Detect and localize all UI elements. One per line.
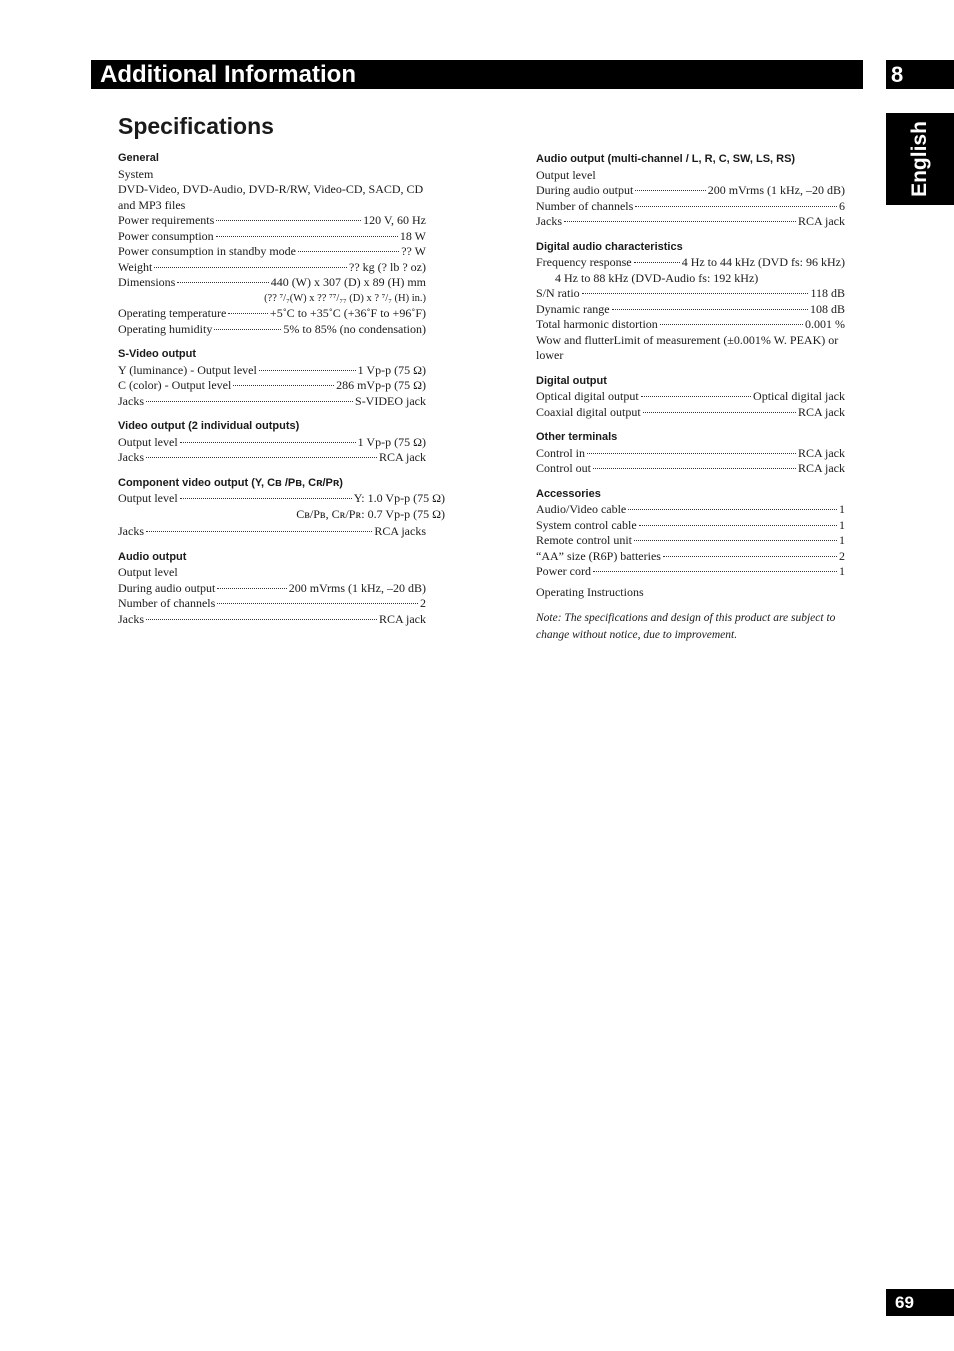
leader-dots [146, 531, 372, 532]
spec-value: 6 [839, 198, 845, 213]
chapter-number: 8 [886, 60, 954, 89]
spec-note: Note: The specifications and design of this product are subject to change without notice, due to improvement. [536, 612, 836, 641]
spec-row [536, 533, 845, 549]
spec-row [536, 255, 845, 271]
leader-dots [587, 453, 796, 454]
spec-label: Output level [118, 434, 178, 449]
leader-dots [612, 309, 808, 310]
spec-row [536, 549, 845, 565]
audio-section [118, 550, 426, 628]
spec-value: RCA jack [798, 445, 845, 460]
spec-value: ?? kg (? lb ? oz) [349, 259, 426, 274]
spec-row [118, 260, 426, 276]
other-terminals-section [536, 430, 845, 477]
leader-dots [639, 525, 837, 526]
leader-dots [259, 370, 356, 371]
section-title: Component video output (Y, Cʙ /Pʙ, Cʀ/Pʀ) [118, 476, 343, 489]
system-label: System [118, 166, 154, 181]
section-header: Additional Information [91, 60, 863, 89]
spec-row [118, 435, 426, 451]
digital-audio-section [536, 240, 845, 364]
page-number: 69 [886, 1289, 954, 1316]
spec-label: Operating humidity [118, 321, 213, 336]
leader-dots [634, 540, 837, 541]
leader-dots [146, 619, 377, 620]
spec-row [118, 306, 426, 322]
spec-row [536, 183, 845, 199]
spec-value: Optical digital jack [753, 389, 845, 403]
spec-row [118, 491, 445, 507]
accessories-section [536, 487, 845, 601]
spec-label: Weight [118, 259, 153, 274]
spec-label: Power consumption [118, 228, 214, 243]
wow-flutter-cont: lower [536, 348, 564, 362]
spec-row [536, 405, 845, 421]
spec-value: 1 Vp-p (75 Ω) [357, 362, 426, 377]
spec-value: S-VIDEO jack [355, 393, 426, 408]
dimensions-inches: (?? ⁷/₇(W) x ?? ⁷⁷/₇₇ (D) x ? ⁷/₇ (H) in.) [264, 292, 426, 304]
spec-value: 2 [420, 596, 426, 610]
wow-flutter: Wow and flutterLimit of measurement (±0.001% W. PEAK) or [536, 332, 839, 347]
spec-label: Frequency response [536, 255, 632, 269]
video-section [118, 419, 426, 466]
spec-label: Dimensions [118, 275, 176, 289]
spec-value: RCA jack [798, 404, 845, 419]
leader-dots [216, 220, 361, 221]
leader-dots [146, 457, 377, 458]
spec-value: 200 mVrms (1 kHz, –20 dB) [288, 580, 426, 595]
spec-row [118, 363, 426, 379]
spec-value: 2 [839, 548, 845, 563]
spec-label: Jacks [118, 611, 144, 626]
spec-value: 286 mVp-p (75 Ω) [336, 378, 426, 392]
spec-row [536, 317, 845, 333]
spec-row [118, 581, 426, 597]
spec-label: Coaxial digital output [536, 404, 641, 419]
leader-dots [641, 396, 751, 397]
spec-label: Total harmonic distortion [536, 317, 658, 331]
spec-label: Jacks [536, 214, 562, 228]
spec-value: 1 [839, 564, 845, 578]
general-section [118, 151, 426, 337]
leader-dots [634, 262, 680, 263]
spec-value-cont: Cʙ/Pʙ, Cʀ/Pʀ: 0.7 Vp-p (75 Ω) [296, 506, 445, 521]
spec-row [118, 378, 426, 394]
spec-label: Jacks [118, 393, 144, 408]
section-title: Digital output [536, 374, 607, 387]
spec-row [536, 502, 845, 518]
spec-value-cont: 4 Hz to 88 kHz (DVD-Audio fs: 192 kHz) [555, 270, 759, 285]
leader-dots [582, 293, 809, 294]
leader-dots [564, 221, 796, 222]
leader-dots [180, 498, 352, 499]
leader-dots [216, 236, 398, 237]
spec-label: “AA” size (R6P) batteries [536, 548, 661, 563]
spec-row [536, 518, 845, 534]
spec-value: 1 [839, 502, 845, 516]
section-title: Audio output [118, 550, 187, 563]
spec-label: Output level [118, 491, 178, 505]
spec-label: Control out [536, 461, 592, 475]
spec-value: 1 [839, 517, 845, 532]
spec-label: During audio output [536, 183, 634, 197]
spec-row [118, 275, 426, 291]
spec-value: RCA jack [798, 461, 845, 475]
leader-dots [593, 571, 837, 572]
spec-label: During audio output [118, 580, 216, 595]
spec-value: 5% to 85% (no condensation) [283, 321, 426, 336]
section-title: Audio output (multi-channel / L, R, C, SW, LS, RS) [536, 153, 796, 165]
specs-left-column [118, 151, 445, 637]
leader-dots [663, 556, 837, 557]
system-formats-cont: and MP3 files [118, 197, 186, 212]
spec-label: Power requirements [118, 213, 215, 227]
spec-row [118, 450, 426, 466]
spec-row [536, 564, 845, 580]
spec-row [118, 213, 426, 229]
spec-row [536, 286, 845, 302]
spec-row [118, 596, 426, 612]
leader-dots [593, 468, 796, 469]
spec-value: 18 W [399, 228, 426, 243]
spec-label: Jacks [118, 450, 144, 464]
spec-value: 1 [839, 533, 845, 547]
page-title: Specifications [118, 113, 274, 139]
leader-dots [643, 412, 796, 413]
spec-label: Remote control unit [536, 533, 632, 547]
spec-row [118, 394, 426, 410]
spec-value: 0.001 % [805, 317, 845, 331]
spec-value: RCA jack [379, 611, 426, 626]
leader-dots [228, 313, 268, 314]
spec-label: Jacks [118, 524, 144, 538]
spec-row [118, 524, 426, 540]
component-section [118, 476, 445, 540]
leader-dots [177, 282, 268, 283]
spec-row [118, 244, 426, 260]
operating-instructions: Operating Instructions [536, 584, 644, 599]
svideo-section [118, 347, 426, 409]
leader-dots [233, 385, 334, 386]
section-title: General [118, 152, 159, 164]
spec-label: Number of channels [536, 198, 634, 213]
spec-label: System control cable [536, 517, 637, 532]
leader-dots [217, 588, 286, 589]
spec-value: Y: 1.0 Vp-p (75 Ω) [353, 491, 445, 505]
spec-value: 200 mVrms (1 kHz, –20 dB) [707, 183, 845, 197]
leader-dots [298, 251, 399, 252]
spec-row [118, 612, 426, 628]
leader-dots [628, 509, 837, 510]
spec-label: Operating temperature [118, 306, 227, 320]
spec-label: Dynamic range [536, 301, 610, 316]
leader-dots [146, 401, 353, 402]
spec-label: Y (luminance) - Output level [118, 362, 257, 377]
leader-dots [660, 324, 803, 325]
spec-value: 120 V, 60 Hz [363, 213, 426, 227]
spec-row [118, 322, 426, 338]
spec-value: RCA jack [379, 450, 426, 464]
spec-value: RCA jacks [374, 524, 426, 538]
spec-label: Number of channels [118, 596, 216, 610]
language-tab-label: English [908, 121, 931, 197]
spec-value: 4 Hz to 44 kHz (DVD fs: 96 kHz) [681, 255, 845, 269]
system-formats: DVD-Video, DVD-Audio, DVD-R/RW, Video-CD, SACD, CD [118, 182, 424, 196]
spec-value: +5˚C to +35˚C (+36˚F to +96˚F) [269, 306, 426, 320]
spec-value: ?? W [401, 244, 426, 258]
spec-label: Power cord [536, 564, 591, 578]
leader-dots [635, 206, 837, 207]
section-title: Video output (2 individual outputs) [118, 420, 300, 432]
leader-dots [154, 267, 347, 268]
leader-dots [214, 329, 281, 330]
multichannel-section [536, 152, 845, 230]
spec-row [536, 461, 845, 477]
spec-label: Optical digital output [536, 389, 639, 403]
spec-label: C (color) - Output level [118, 378, 232, 392]
spec-value: 440 (W) x 307 (D) x 89 (H) mm [270, 275, 426, 289]
spec-value: 108 dB [809, 301, 845, 316]
spec-row [536, 302, 845, 318]
spec-row [536, 446, 845, 462]
spec-row [536, 199, 845, 215]
spec-label: Control in [536, 445, 586, 460]
spec-row [118, 229, 426, 245]
output-level-label: Output level [536, 167, 596, 182]
spec-value: 1 Vp-p (75 Ω) [357, 434, 426, 449]
leader-dots [180, 442, 356, 443]
language-tab [886, 113, 954, 205]
section-title: Digital audio characteristics [536, 240, 683, 253]
spec-label: S/N ratio [536, 286, 580, 300]
section-title: S-Video output [118, 348, 197, 360]
spec-row [536, 389, 845, 405]
output-level-label: Output level [118, 565, 178, 579]
spec-value: RCA jack [798, 214, 845, 228]
leader-dots [217, 603, 418, 604]
spec-row [536, 214, 845, 230]
leader-dots [635, 190, 705, 191]
spec-label: Audio/Video cable [536, 502, 627, 516]
digital-output-section [536, 374, 845, 421]
section-title: Accessories [536, 487, 601, 500]
section-title: Other terminals [536, 431, 618, 443]
spec-label: Power consumption in standby mode [118, 244, 296, 258]
specs-right-column [536, 152, 845, 644]
spec-value: 118 dB [810, 286, 845, 300]
